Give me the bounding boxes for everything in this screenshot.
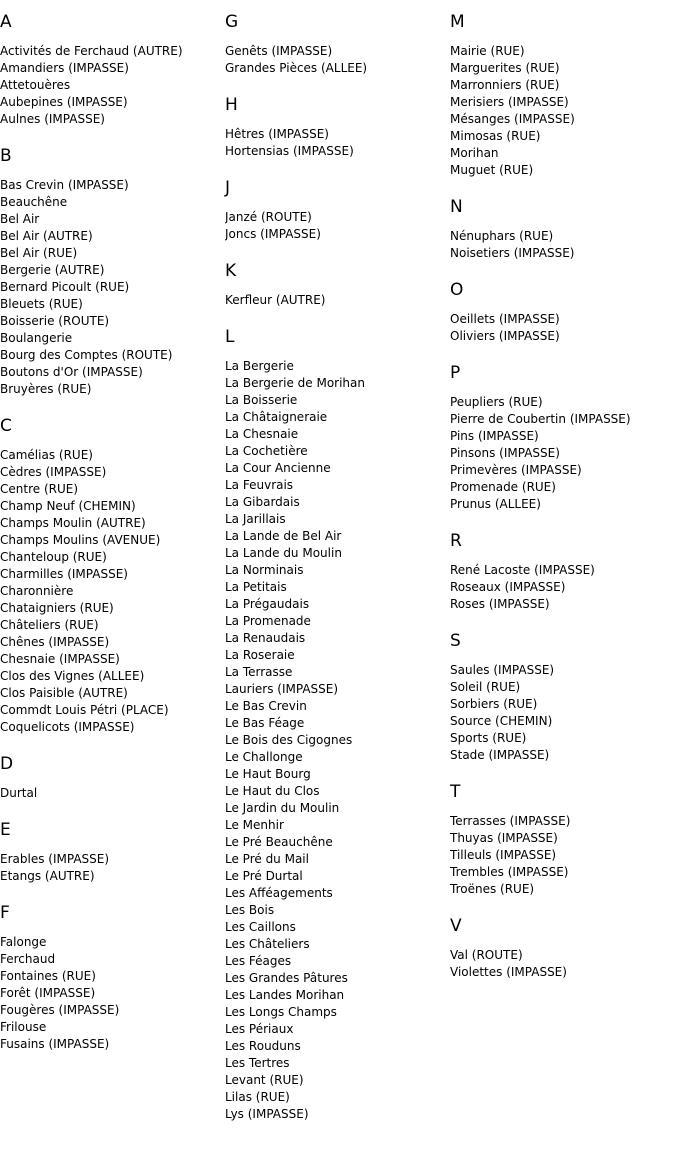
street-name: Activités de Ferchaud (AUTRE) bbox=[0, 44, 183, 58]
street-name: Ferchaud bbox=[0, 952, 56, 966]
street-name: Clos Paisible (AUTRE) bbox=[0, 686, 128, 700]
street-name: La Norminais bbox=[225, 563, 304, 577]
street-name: Clos des Vignes (ALLEE) bbox=[0, 669, 145, 683]
street-name: Commdt Louis Pétri (PLACE) bbox=[0, 703, 169, 717]
street-name: La Roseraie bbox=[225, 648, 295, 662]
street-name: Lilas (RUE) bbox=[225, 1090, 290, 1104]
street-name: Grandes Pièces (ALLEE) bbox=[225, 61, 368, 75]
street-name: Le Challonge bbox=[225, 750, 303, 764]
street-name: Chataigniers (RUE) bbox=[0, 601, 114, 615]
street-name: Prunus (ALLEE) bbox=[450, 497, 541, 511]
street-name: Bel Air bbox=[0, 212, 40, 226]
street-name: Primevères (IMPASSE) bbox=[450, 463, 582, 477]
street-name: Thuyas (IMPASSE) bbox=[450, 831, 558, 845]
street-name: Trembles (IMPASSE) bbox=[450, 865, 569, 879]
street-name: Troënes (RUE) bbox=[450, 882, 535, 896]
street-name: Beauchêne bbox=[0, 195, 68, 209]
street-name: Chesnaie (IMPASSE) bbox=[0, 652, 120, 666]
street-name: Oeillets (IMPASSE) bbox=[450, 312, 560, 326]
section-letter-heading: B bbox=[0, 146, 12, 166]
letter-section bbox=[0, 146, 222, 398]
street-name: Coquelicots (IMPASSE) bbox=[0, 720, 135, 734]
street-name: Pinsons (IMPASSE) bbox=[450, 446, 560, 460]
section-letter-heading: C bbox=[0, 416, 12, 436]
street-name: Tilleuls (IMPASSE) bbox=[450, 848, 557, 862]
street-name: Le Pré Durtal bbox=[225, 869, 303, 883]
street-name: Le Bas Crevin bbox=[225, 699, 307, 713]
street-name: Les Bois bbox=[225, 903, 275, 917]
street-name: Soleil (RUE) bbox=[450, 680, 521, 694]
street-name: La Châtaigneraie bbox=[225, 410, 328, 424]
street-name: Les Afféagements bbox=[225, 886, 333, 900]
street-list bbox=[225, 209, 447, 243]
street-name: Boutons d'Or (IMPASSE) bbox=[0, 365, 143, 379]
street-name: Violettes (IMPASSE) bbox=[450, 965, 567, 979]
street-name: La Bergerie bbox=[225, 359, 294, 373]
street-name: Roses (IMPASSE) bbox=[450, 597, 550, 611]
street-name: Les Périaux bbox=[225, 1022, 294, 1036]
letter-section bbox=[0, 416, 222, 736]
street-name: Source (CHEMIN) bbox=[450, 714, 553, 728]
street-name: Champs Moulins (AVENUE) bbox=[0, 533, 161, 547]
letter-section bbox=[0, 820, 222, 885]
street-name: Le Haut Bourg bbox=[225, 767, 311, 781]
street-name: Bel Air (AUTRE) bbox=[0, 229, 93, 243]
street-name: Marguerites (RUE) bbox=[450, 61, 560, 75]
section-letter-heading: O bbox=[450, 280, 464, 300]
section-letter-heading: H bbox=[225, 95, 238, 115]
street-name: Bel Air (RUE) bbox=[0, 246, 78, 260]
street-name: Champ Neuf (CHEMIN) bbox=[0, 499, 136, 513]
street-list bbox=[225, 358, 447, 1123]
letter-section bbox=[450, 363, 672, 513]
street-name: La Promenade bbox=[225, 614, 311, 628]
street-name: Etangs (AUTRE) bbox=[0, 869, 95, 883]
street-name: Le Menhir bbox=[225, 818, 284, 832]
street-name: Peupliers (RUE) bbox=[450, 395, 543, 409]
street-name: Les Châteliers bbox=[225, 937, 310, 951]
street-name: Erables (IMPASSE) bbox=[0, 852, 110, 866]
street-name: Les Tertres bbox=[225, 1056, 290, 1070]
street-name: La Cour Ancienne bbox=[225, 461, 331, 475]
section-letter-heading: A bbox=[0, 12, 12, 32]
street-name: La Prégaudais bbox=[225, 597, 310, 611]
street-name: La Lande du Moulin bbox=[225, 546, 342, 560]
street-name: Kerfleur (AUTRE) bbox=[225, 293, 326, 307]
street-name: Centre (RUE) bbox=[0, 482, 79, 496]
street-name: Durtal bbox=[0, 786, 38, 800]
street-name: La Renaudais bbox=[225, 631, 306, 645]
street-name: Aulnes (IMPASSE) bbox=[0, 112, 105, 126]
street-name: Forêt (IMPASSE) bbox=[0, 986, 96, 1000]
section-letter-heading: E bbox=[0, 820, 11, 840]
street-name: Bourg des Comptes (ROUTE) bbox=[0, 348, 173, 362]
section-letter-heading: P bbox=[450, 363, 461, 383]
section-letter-heading: D bbox=[0, 754, 14, 774]
street-name: Boisserie (ROUTE) bbox=[0, 314, 110, 328]
street-name: Promenade (RUE) bbox=[450, 480, 556, 494]
street-name: La Terrasse bbox=[225, 665, 293, 679]
letter-section bbox=[0, 754, 222, 802]
street-list bbox=[0, 934, 222, 1053]
street-name: Saules (IMPASSE) bbox=[450, 663, 555, 677]
street-name: Hortensias (IMPASSE) bbox=[225, 144, 354, 158]
street-list bbox=[0, 851, 222, 885]
street-name: Châteliers (RUE) bbox=[0, 618, 99, 632]
street-name: Fontaines (RUE) bbox=[0, 969, 96, 983]
street-name: Lys (IMPASSE) bbox=[225, 1107, 309, 1121]
letter-section bbox=[450, 280, 672, 345]
street-name: Camélias (RUE) bbox=[0, 448, 93, 462]
street-name: Mairie (RUE) bbox=[450, 44, 525, 58]
street-name: Janzé (ROUTE) bbox=[225, 210, 312, 224]
street-name: Lauriers (IMPASSE) bbox=[225, 682, 339, 696]
street-name: Le Jardin du Moulin bbox=[225, 801, 340, 815]
street-list bbox=[0, 447, 222, 736]
street-list bbox=[450, 562, 672, 613]
street-name: Hêtres (IMPASSE) bbox=[225, 127, 329, 141]
street-name: Le Pré Beauchêne bbox=[225, 835, 333, 849]
street-name: Chênes (IMPASSE) bbox=[0, 635, 110, 649]
street-name: Mimosas (RUE) bbox=[450, 129, 541, 143]
street-list bbox=[450, 228, 672, 262]
street-name: Muguet (RUE) bbox=[450, 163, 534, 177]
section-letter-heading: M bbox=[450, 12, 465, 32]
street-name: Sports (RUE) bbox=[450, 731, 527, 745]
street-name: Terrasses (IMPASSE) bbox=[450, 814, 571, 828]
street-name: Les Rouduns bbox=[225, 1039, 301, 1053]
street-name: Le Haut du Clos bbox=[225, 784, 320, 798]
street-name: Stade (IMPASSE) bbox=[450, 748, 550, 762]
street-name: Le Pré du Mail bbox=[225, 852, 309, 866]
street-name: Bruyères (RUE) bbox=[0, 382, 92, 396]
section-letter-heading: F bbox=[0, 903, 10, 923]
street-name: Amandiers (IMPASSE) bbox=[0, 61, 129, 75]
street-name: Le Bois des Cigognes bbox=[225, 733, 353, 747]
street-name: Nénuphars (RUE) bbox=[450, 229, 554, 243]
index-column bbox=[0, 12, 222, 1071]
letter-section bbox=[225, 178, 447, 243]
street-name: Les Grandes Pâtures bbox=[225, 971, 348, 985]
street-name: Fusains (IMPASSE) bbox=[0, 1037, 110, 1051]
letter-section bbox=[0, 12, 222, 128]
street-list bbox=[0, 43, 222, 128]
street-name: Cèdres (IMPASSE) bbox=[0, 465, 107, 479]
street-list bbox=[225, 126, 447, 160]
street-name: Le Bas Féage bbox=[225, 716, 305, 730]
section-letter-heading: T bbox=[450, 782, 461, 802]
street-name: Merisiers (IMPASSE) bbox=[450, 95, 569, 109]
street-name: La Gibardais bbox=[225, 495, 300, 509]
street-name: La Chesnaie bbox=[225, 427, 299, 441]
street-name: René Lacoste (IMPASSE) bbox=[450, 563, 595, 577]
street-name: Aubepines (IMPASSE) bbox=[0, 95, 128, 109]
index-column bbox=[450, 12, 672, 999]
street-name: Marronniers (RUE) bbox=[450, 78, 560, 92]
letter-section bbox=[225, 12, 447, 77]
street-name: Les Féages bbox=[225, 954, 292, 968]
letter-section bbox=[450, 631, 672, 764]
letter-section bbox=[450, 782, 672, 898]
street-name: Noisetiers (IMPASSE) bbox=[450, 246, 575, 260]
street-name: La Cochetière bbox=[225, 444, 308, 458]
street-list bbox=[450, 662, 672, 764]
street-list bbox=[450, 43, 672, 179]
section-letter-heading: N bbox=[450, 197, 463, 217]
section-letter-heading: R bbox=[450, 531, 462, 551]
street-list bbox=[225, 43, 447, 77]
letter-section bbox=[450, 916, 672, 981]
street-name: Boulangerie bbox=[0, 331, 73, 345]
letter-section bbox=[225, 95, 447, 160]
street-name: Fougères (IMPASSE) bbox=[0, 1003, 120, 1017]
street-name: Chanteloup (RUE) bbox=[0, 550, 107, 564]
street-name: Attetouères bbox=[0, 78, 71, 92]
street-list bbox=[0, 177, 222, 398]
street-list bbox=[0, 785, 222, 802]
letter-section bbox=[450, 531, 672, 613]
street-name: Falonge bbox=[0, 935, 47, 949]
street-name: Mésanges (IMPASSE) bbox=[450, 112, 575, 126]
street-name: Bleuets (RUE) bbox=[0, 297, 83, 311]
street-name: Oliviers (IMPASSE) bbox=[450, 329, 560, 343]
street-list bbox=[450, 947, 672, 981]
section-letter-heading: L bbox=[225, 327, 235, 347]
street-name: Bas Crevin (IMPASSE) bbox=[0, 178, 129, 192]
street-list bbox=[450, 394, 672, 513]
street-name: Champs Moulin (AUTRE) bbox=[0, 516, 146, 530]
street-name: Morihan bbox=[450, 146, 499, 160]
street-name: Les Longs Champs bbox=[225, 1005, 337, 1019]
street-name: Bergerie (AUTRE) bbox=[0, 263, 105, 277]
street-name: Val (ROUTE) bbox=[450, 948, 523, 962]
section-letter-heading: S bbox=[450, 631, 461, 651]
letter-section bbox=[0, 903, 222, 1053]
street-name: Joncs (IMPASSE) bbox=[225, 227, 321, 241]
street-name: Les Landes Morihan bbox=[225, 988, 345, 1002]
section-letter-heading: J bbox=[225, 178, 231, 198]
letter-section bbox=[225, 327, 447, 1123]
section-letter-heading: G bbox=[225, 12, 239, 32]
street-list bbox=[450, 311, 672, 345]
letter-section bbox=[450, 197, 672, 262]
street-name: Pierre de Coubertin (IMPASSE) bbox=[450, 412, 631, 426]
street-name: Charonnière bbox=[0, 584, 74, 598]
street-name: Frilouse bbox=[0, 1020, 47, 1034]
street-name: Les Caillons bbox=[225, 920, 296, 934]
street-list bbox=[225, 292, 447, 309]
letter-section bbox=[225, 261, 447, 309]
street-name: Bernard Picoult (RUE) bbox=[0, 280, 130, 294]
section-letter-heading: V bbox=[450, 916, 462, 936]
street-name: La Bergerie de Morihan bbox=[225, 376, 365, 390]
street-name: La Feuvrais bbox=[225, 478, 294, 492]
street-name: Levant (RUE) bbox=[225, 1073, 304, 1087]
letter-section bbox=[450, 12, 672, 179]
street-name: La Lande de Bel Air bbox=[225, 529, 342, 543]
index-column bbox=[225, 12, 447, 1141]
street-name: La Jarillais bbox=[225, 512, 286, 526]
street-list bbox=[450, 813, 672, 898]
street-name: Pins (IMPASSE) bbox=[450, 429, 539, 443]
street-name: La Petitais bbox=[225, 580, 287, 594]
street-name: Sorbiers (RUE) bbox=[450, 697, 538, 711]
street-name: Roseaux (IMPASSE) bbox=[450, 580, 566, 594]
street-name: La Boisserie bbox=[225, 393, 298, 407]
section-letter-heading: K bbox=[225, 261, 237, 281]
street-name: Charmilles (IMPASSE) bbox=[0, 567, 128, 581]
street-name: Genêts (IMPASSE) bbox=[225, 44, 333, 58]
